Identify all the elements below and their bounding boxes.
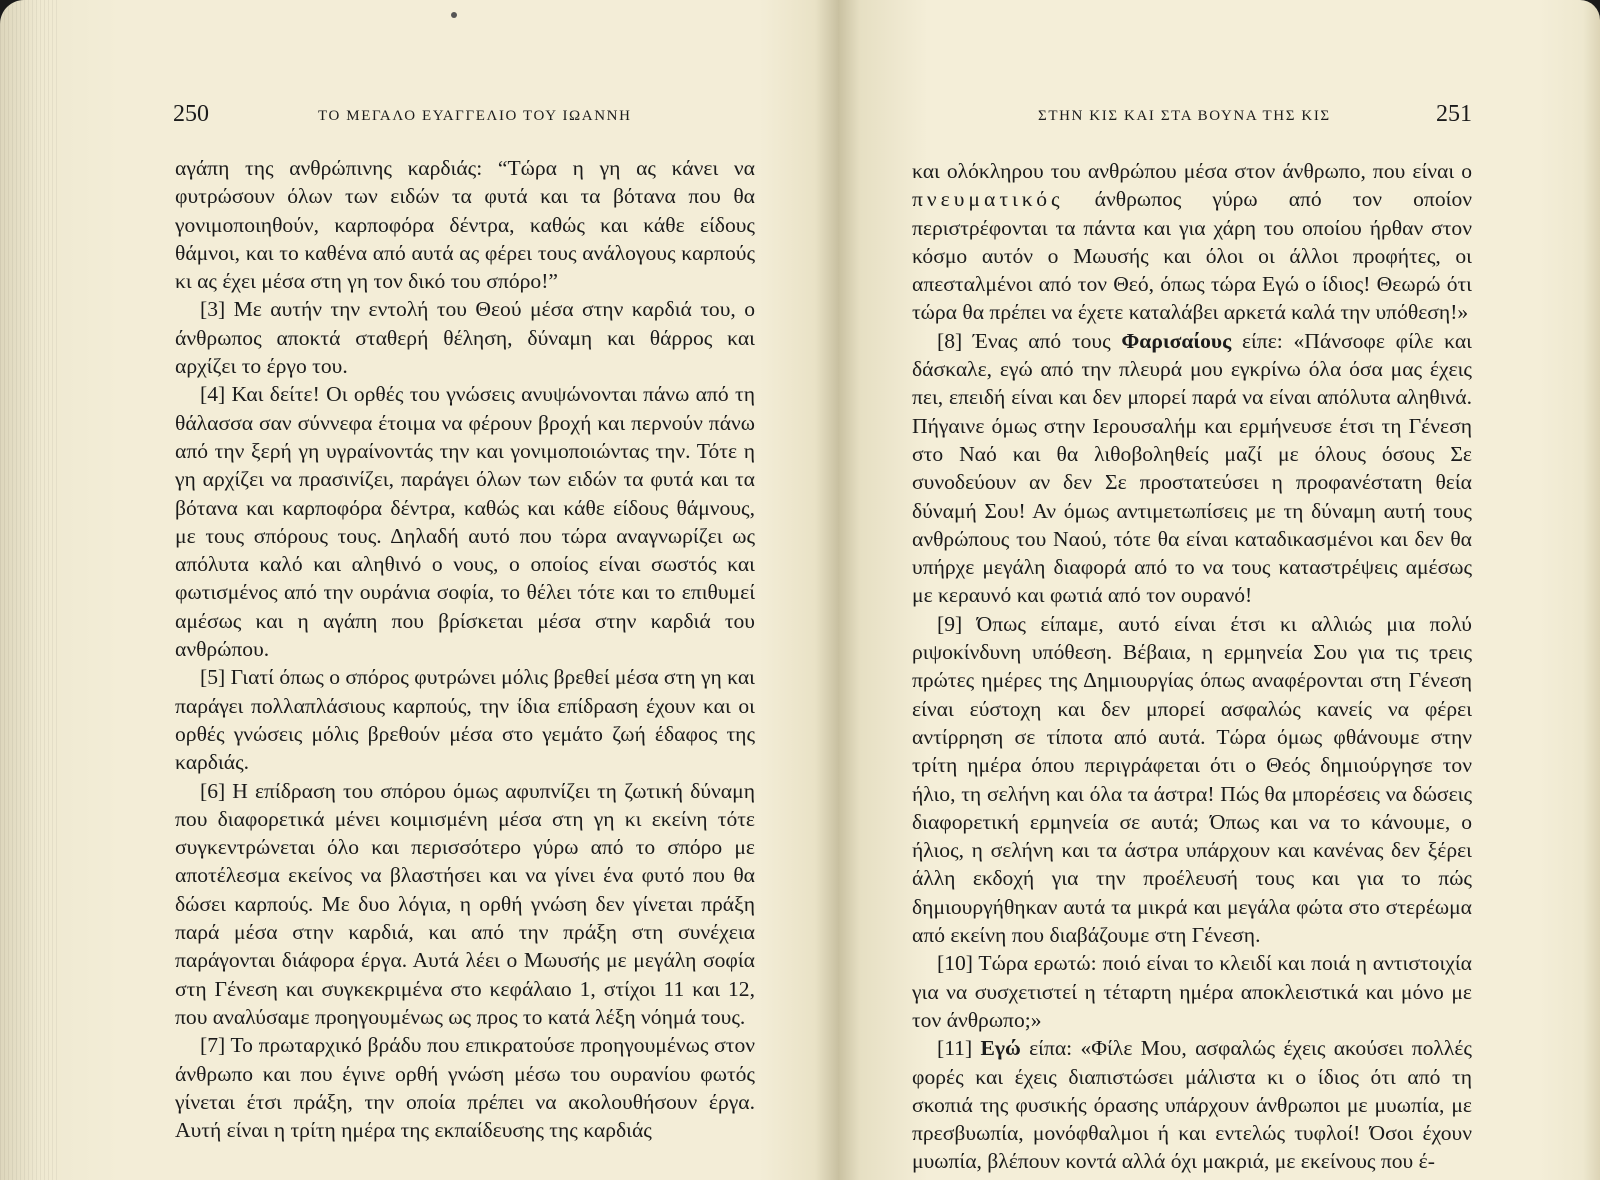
right-text-block [912, 157, 1472, 1176]
text-run: άνθρωπος γύρω από τον οποίον περιστρέφονται τα πάντα και για χάρη του οποίου ήρθαν στον κόσμο αυτόν ο Μωυσής και όλοι οι άλλοι προφήτες, οι απεσταλμένοι από τον Θεό, όπως τώρα Εγώ ο ίδιος! Θεωρώ ότι τώρα θα πρέπει να έχετε καταλάβει αρκετά καλά την υπόθεση!» [912, 187, 1472, 325]
text-run: [8] Ένας από τους [937, 328, 1111, 353]
paragraph [912, 157, 1472, 327]
bold-emphasis: Εγώ [980, 1036, 1021, 1061]
bold-emphasis: Φαρισαίους [1121, 328, 1232, 353]
paragraph [912, 1034, 1472, 1175]
ink-speck [451, 12, 457, 18]
spaced-emphasis: πνευματικός [912, 187, 1064, 212]
paragraph [912, 327, 1472, 610]
page-number-right: 251 [1436, 101, 1472, 127]
paragraph: [9] Όπως είπαμε, αυτό είναι έτσι κι αλλιώς μια πολύ ριψοκίνδυνη υπόθεση. Βέβαια, η ερμηνεία Σου για τις τρεις πρώτες ημέρες της Δημιουργίας όπως αναφέρονται στη Γένεση είναι εύστοχη και δεν μπορεί ασφαλώς κανείς να φέρει αντίρρηση σε τίποτα από αυτά. Τώρα όμως φθάνουμε στην τρίτη ημέρα όπου περιγράφεται ότι ο Θεός δημιούργησε τον ήλιο, τη σελήνη και όλα τα άστρα! Πώς θα μπορέσεις να δώσεις διαφορετική ερμηνεία σε αυτά; Όπως και να το κάνουμε, ο ήλιος, η σελήνη και τα άστρα υπάρχουν και κανένας δεν ξέρει άλλη εκδοχή για την προέλευσή τους και για το πώς δημιουργήθηκαν αυτά τα μικρά και μεγάλα φώτα στο στερέωμα από εκείνη που διαβάζουμε στη Γένεση. [912, 611, 1472, 948]
page-edges [0, 0, 60, 1180]
text-run: είπε: «Πάνσοφε φίλε και δάσκαλε, εγώ από την πλευρά μου εγκρίνω όλα όσα μας έχεις πει, επειδή είναι και δεν μπορεί παρά να είναι απόλυτα αληθινά. Πήγαινε όμως στην Ιερουσαλήμ και ερμήνευσε έτσι τη Γένεση στο Ναό και θα λιθοβοληθείς μαζί με όλους όσους Σε συνοδεύουν αν δεν Σε προστατεύσει η προφανέστατη θεία δύναμή Σου! Αν όμως αντιμετωπίσεις με τη δύναμη αυτή τους ανθρώπους του Ναού, τότε θα είναι καταδικασμένοι και δεν θα υπήρχε μεγάλη διαφορά από το να τους καταστρέψεις αμέσως με κεραυνό και φωτιά από τον ουρανό! [912, 328, 1472, 608]
paragraph: [10] Τώρα ερωτώ: ποιό είναι το κλειδί και ποιά η αντιστοιχία για να συσχετιστεί η τέταρτη ημέρα αποκλειστικά και μόνο με τον άνθρωπο;» [912, 951, 1472, 1032]
paragraph: [7] Το πρωταρχικό βράδυ που επικρατούσε προηγουμένως στον άνθρωπο και που έγινε ορθή γνώση μέσω του ουρανίου φωτός γίνεται έτσι πράξη, την οποία πρέπει να ακολουθήσουν έργα. Αυτή είναι η τρίτη ημέρα της εκπαίδευσης της καρδιάς [175, 1033, 755, 1143]
text-run: είπα: «Φίλε Μου, ασφαλώς έχεις ακούσει πολλές φορές και έχεις διαπιστώσει μάλιστα κι ο ίδιος ότι από τη σκοπιά της φυσικής όρασης υπάρχουν άνθρωποι με μυωπία, με πρεσβυωπία, μονόφθαλμοι ή και εντελώς τυφλοί! Όσοι έχουν μυωπία, βλέπουν κοντά αλλά όχι μακριά, με εκείνους που έ- [912, 1036, 1472, 1174]
paragraph: [3] Με αυτήν την εντολή του Θεού μέσα στην καρδιά του, ο άνθρωπος αποκτά σταθερή θέληση, δύναμη και θάρρος και αρχίζει το έργο του. [175, 297, 755, 379]
running-head-right: ΣΤΗΝ ΚΙΣ ΚΑΙ ΣΤΑ ΒΟΥΝΑ ΤΗΣ ΚΙΣ [1038, 108, 1331, 124]
paragraph: [4] Και δείτε! Οι ορθές του γνώσεις ανυψώνονται πάνω από τη θάλασσα σαν σύννεφα έτοιμα να φέρουν βροχή και περνούν πάνω από την ξερή γη υγραίνοντάς την και γονιμοποιώντας την. Τότε η γη αρχίζει να πρασινίζει, παράγει όλων των ειδών τα φυτά και τα βότανα και καρποφόρα δέντρα, καθώς και κάθε είδους θάμνους, με τους σπόρους τους. Δηλαδή αυτό που τώρα αναγνωρίζει ως απόλυτα καλό και αληθινό ο νους, ο οποίος είναι σωστός και φωτισμένος από την ουράνια σοφία, το θέλει τότε και το επιθυμεί αμέσως και η αγάπη που βρίσκεται μέσα στην καρδιά του ανθρώπου. [175, 382, 755, 662]
text-run: και ολόκληρου του ανθρώπου μέσα στον άνθρωπο, που είναι ο [912, 159, 1472, 183]
page-number-left: 250 [173, 101, 209, 127]
paragraph: αγάπη της ανθρώπινης καρδιάς: “Τώρα η γη ας κάνει να φυτρώσουν όλων των ειδών τα φυτά και τα βότανα που θα γονιμοποιηθούν, καρποφόρα δέντρα, καθώς και κάθε είδους θάμνοι, και το καθένα από αυτά ας φέρει τους ανάλογους καρπούς κι ας έχει μέσα στη γη τον δικό του σπόρο!” [175, 156, 755, 294]
running-head-left: ΤΟ ΜΕΓΑΛΟ ΕΥΑΓΓΕΛΙΟ ΤΟΥ ΙΩΑΝΝΗ [318, 108, 632, 124]
paragraph: [5] Γιατί όπως ο σπόρος φυτρώνει μόλις βρεθεί μέσα στη γη και παράγει πολλαπλάσιους καρπούς, την ίδια επίδραση έχουν και οι ορθές γνώσεις μόλις βρεθούν μέσα στο γεμάτο ζωή έδαφος της καρδιάς. [175, 665, 755, 775]
text-run: [11] [937, 1036, 973, 1061]
paragraph: [6] Η επίδραση του σπόρου όμως αφυπνίζει τη ζωτική δύναμη που διαφορετικά μένει κοιμισμένη μέσα στη γη κι εκείνη τότε συγκεντρώνεται όλο και περισσότερο γύρω από το σπόρο με αποτέλεσμα εκείνος να βλαστήσει και να γίνει ένα φυτό που θα δώσει καρπούς. Με δυο λόγια, η ορθή γνώση δεν γίνεται πράξη παρά μέσα στην καρδιά, και από την πράξη στη συνέχεια παράγονται διάφορα έργα. Αυτά λέει ο Μωυσής με μεγάλη σοφία στη Γένεση και συγκεκριμένα στο κεφάλαιο 1, στίχοι 11 και 12, που αναλύσαμε προηγουμένως ως προς το κατά λέξη νόημά τους. [175, 778, 755, 1029]
left-text-block [175, 154, 755, 1144]
